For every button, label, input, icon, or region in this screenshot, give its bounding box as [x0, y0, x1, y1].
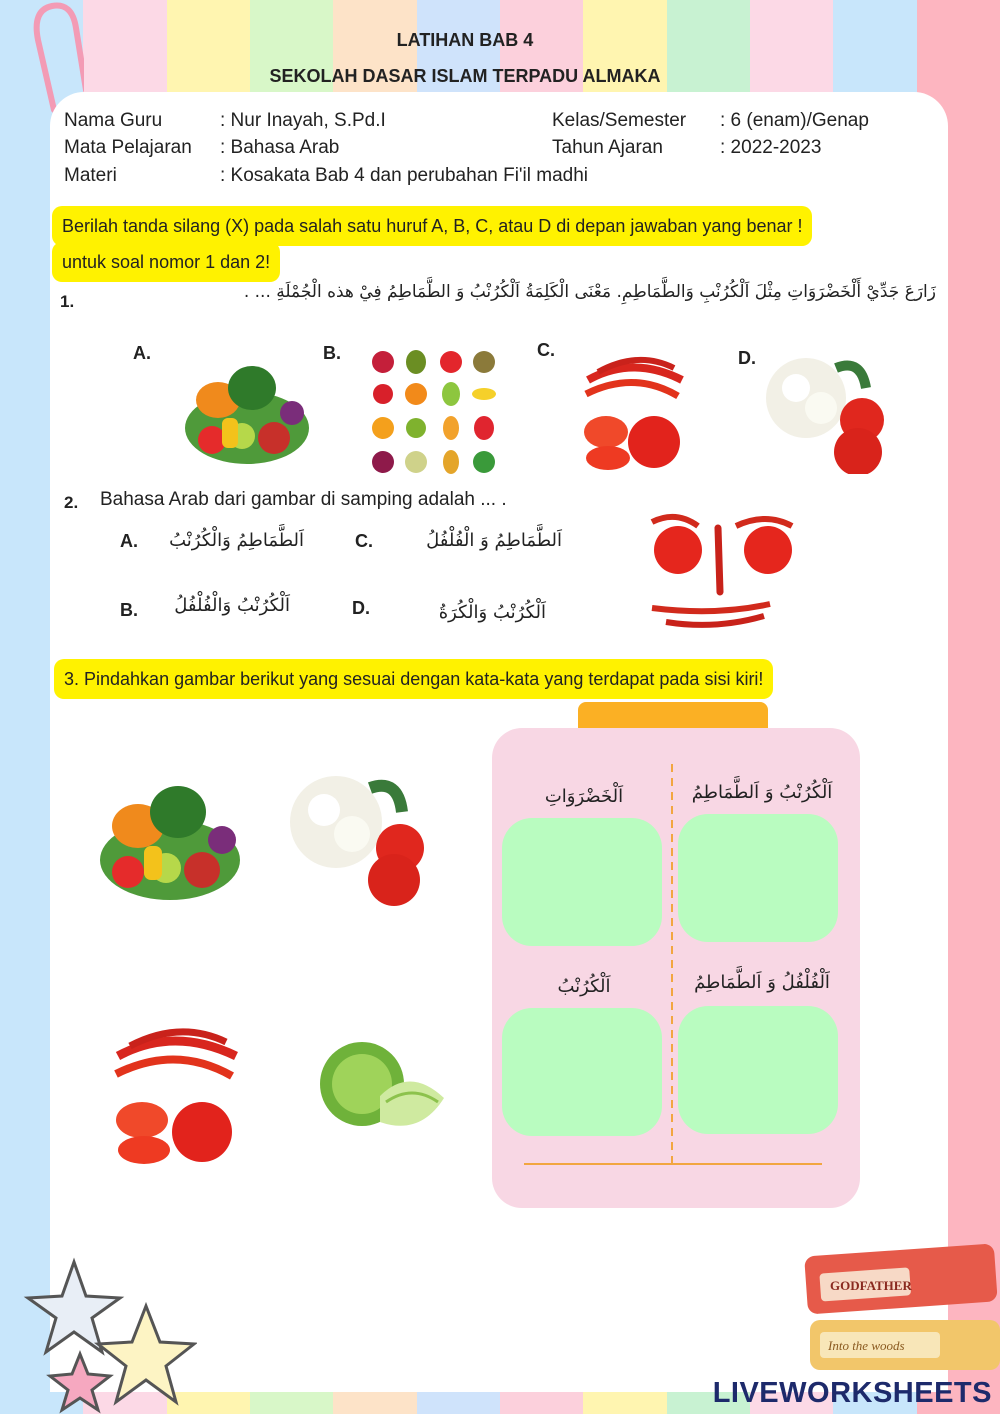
- q2-option-d-text: اَلْكُرُنْبُ وَالْكُرَةُ: [438, 602, 546, 623]
- class-value: : 6 (enam)/Genap: [720, 110, 869, 131]
- dropzone-vegetables[interactable]: [502, 818, 662, 946]
- q1-text: زَارَعَ جَدِّيْ أَلْخَضْرَوَاتِ مِثْلَ اَلْكُرُنْبِ وَالطَّمَاطِمِ. مَعْنَى الْكَلِمَةُ اَلْكُرُنْبُ وَ الطَّمَاطِمُ فِيْ هذه الْجُمْلَةِ ... .: [243, 282, 936, 302]
- teacher-label: Nama Guru: [64, 110, 163, 131]
- q1-option-b[interactable]: B.: [323, 343, 341, 363]
- school-name: SEKOLAH DASAR ISLAM TERPADU ALMAKA: [269, 66, 661, 86]
- vegetables-image: [182, 358, 312, 466]
- fruits-grid-image: [366, 348, 500, 478]
- instruction-1: [52, 206, 812, 282]
- instruction-3: 3. Pindahkan gambar berikut yang sesuai dengan kata-kata yang terdapat pada sisi kiri!: [54, 659, 773, 699]
- q2-option-b-letter[interactable]: B.: [120, 600, 138, 620]
- year-value: : 2022-2023: [720, 137, 822, 158]
- q2-option-c-text: اَلطَّمَاطِمُ وَ الْفُلْفُلُ: [426, 530, 562, 551]
- subject-value: : Bahasa Arab: [220, 137, 340, 158]
- chili-tomato-image: [578, 350, 690, 472]
- teacher-value: : Nur Inayah, S.Pd.I: [220, 110, 386, 131]
- dropzone-cabbage[interactable]: [502, 1008, 662, 1136]
- panel-bottom-line: [524, 1162, 824, 1166]
- panel-divider: [668, 764, 676, 1164]
- label-vegetables: اَلْخَضْرَوَاتِ: [544, 786, 624, 807]
- q1-option-c[interactable]: C.: [537, 340, 555, 360]
- draggable-cabbage-image[interactable]: [310, 1036, 448, 1140]
- q2-text: Bahasa Arab dari gambar di samping adalah ... .: [100, 489, 507, 510]
- q2-option-a-text: اَلطَّمَاطِمُ وَالْكُرُنْبُ: [169, 530, 304, 551]
- tomato-chili-face-image: [646, 512, 796, 634]
- class-label: Kelas/Semester: [552, 110, 687, 131]
- q2-option-d-letter[interactable]: D.: [352, 598, 370, 618]
- q1-option-a[interactable]: A.: [133, 343, 151, 363]
- label-chili-tomato: اَلْفُلْفُلُ وَ اَلطَّمَاطِمُ: [694, 972, 830, 993]
- q1-option-d[interactable]: D.: [738, 348, 756, 368]
- q2-option-b-text: اَلْكُرُنْبُ وَالْفُلْفُلُ: [174, 595, 290, 616]
- stars-decoration-icon: [22, 1256, 197, 1414]
- books-decoration-icon: [800, 1240, 1000, 1390]
- material-value: : Kosakata Bab 4 dan perubahan Fi'il madhi: [220, 165, 589, 186]
- q2-option-a-letter[interactable]: A.: [120, 531, 138, 551]
- label-cabbage: اَلْكُرُنْبُ: [557, 976, 611, 997]
- draggable-vegetables-image[interactable]: [98, 776, 243, 904]
- instruction-line-1: Berilah tanda silang (X) pada salah satu huruf A, B, C, atau D di depan jawaban yang benar !: [52, 206, 812, 246]
- label-cabbage-tomato: اَلْكُرُنْبُ وَ اَلطَّمَاطِمُ: [691, 782, 833, 803]
- q1-number: 1.: [60, 292, 75, 311]
- q2-option-c-letter[interactable]: C.: [355, 531, 373, 551]
- liveworksheets-logo[interactable]: LIVEWORKSHEETS: [712, 1377, 992, 1409]
- cauliflower-tomato-image: [766, 348, 892, 474]
- draggable-chili-tomato-image[interactable]: [108, 1020, 244, 1166]
- instruction-line-2: untuk soal nomor 1 dan 2!: [52, 242, 280, 282]
- q2-number: 2.: [64, 493, 79, 512]
- dropzone-chili-tomato[interactable]: [678, 1006, 838, 1134]
- draggable-cauliflower-tomato-image[interactable]: [290, 766, 432, 906]
- subject-label: Mata Pelajaran: [64, 137, 192, 158]
- material-label: Materi: [64, 165, 117, 186]
- book1-title: GODFATHER: [830, 1278, 912, 1293]
- book2-title: Into the woods: [828, 1338, 905, 1353]
- worksheet-title: LATIHAN BAB 4: [396, 30, 534, 50]
- year-label: Tahun Ajaran: [552, 137, 663, 158]
- dropzone-cabbage-tomato[interactable]: [678, 814, 838, 942]
